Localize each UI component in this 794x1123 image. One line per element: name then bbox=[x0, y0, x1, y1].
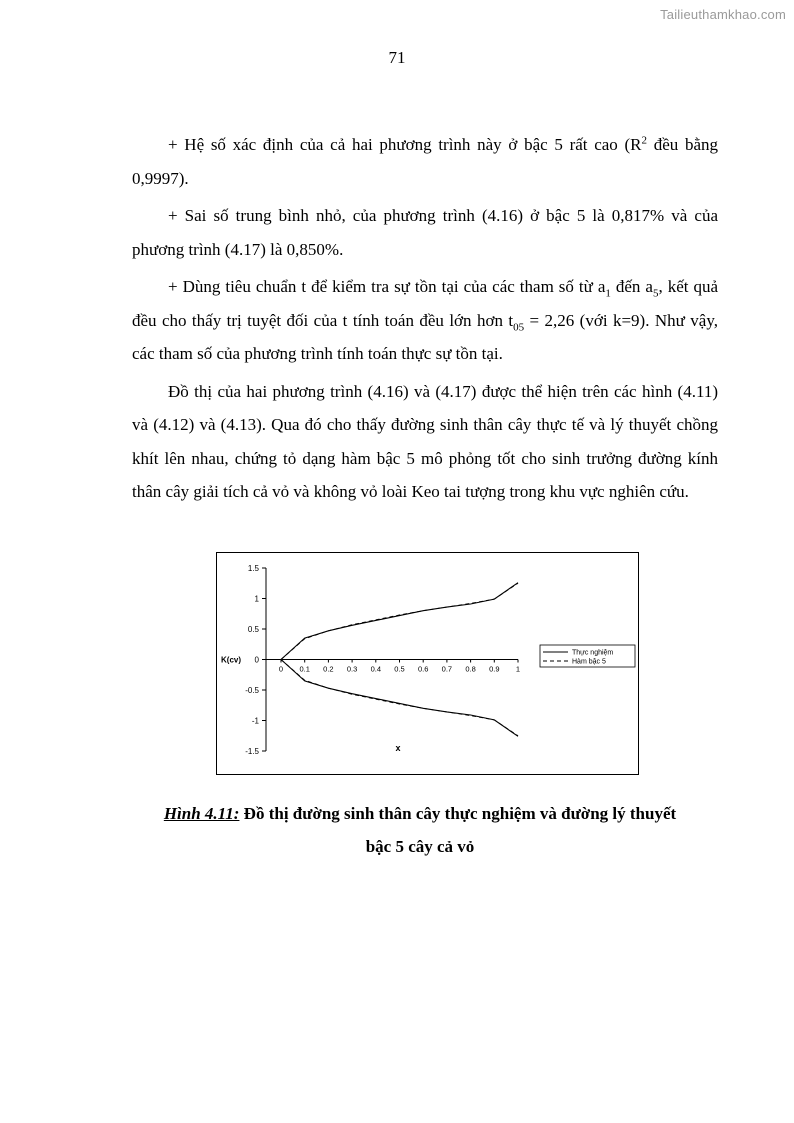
paragraph-1: + Hệ số xác định của cả hai phương trình này ở bậc 5 rất cao ($R^2$ đều bằng 0,9997). bbox=[132, 134, 718, 188]
series-line-thuc-nghiem-upper bbox=[281, 583, 518, 660]
x-tick-label: 0.2 bbox=[323, 664, 334, 674]
y-tick-label: 0.5 bbox=[247, 625, 259, 634]
body-text bbox=[132, 128, 718, 509]
x-tick-label: 0.4 bbox=[370, 664, 382, 674]
y-axis-label: K(cv) bbox=[221, 655, 242, 665]
x-tick-label: 0.1 bbox=[299, 664, 310, 674]
y-tick-label: -1 bbox=[251, 716, 259, 726]
y-tick-label: -1.5 bbox=[245, 747, 259, 756]
figure-caption bbox=[120, 797, 720, 863]
paragraph-3: + Dùng tiêu chuẩn t để kiểm tra sự tồn tại của các tham số từ $a_1$ đến $a_5$, kết quả đều cho thấy trị tuyệt đối của t tính toán đều lớn hơn $t_{05} = 2,26$ (với k=9). Như vậy, các tham số của phương trình tính toán thực sự tồn tại. bbox=[132, 277, 719, 363]
x-axis-label: x bbox=[395, 743, 401, 753]
x-tick-label: 0 bbox=[278, 664, 284, 674]
x-tick-label: 0.8 bbox=[465, 664, 476, 674]
paragraph-4: Đồ thị của hai phương trình (4.16) và (4.17) được thể hiện trên các hình (4.11) và (4.12) và (4.13). Qua đó cho thấy đường sinh thân cây thực tế và lý thuyết chồng khít lên nhau, chứng tỏ dạng hàm bậc 5 mô phỏng tốt cho sinh trưởng đường kính thân cây giải tích cả vỏ và không vỏ loài Keo tai tượng trong khu vực nghiên cứu. bbox=[132, 381, 718, 501]
caption-label: Hình 4.11: bbox=[163, 804, 240, 823]
watermark: Tailieuthamkhao.com bbox=[660, 7, 786, 22]
caption-text-1: Đồ thị đường sinh thân cây thực nghiệm và đường lý thuyết bbox=[239, 804, 677, 823]
x-tick-label: 1 bbox=[515, 664, 521, 674]
legend-label: Hàm bậc 5 bbox=[572, 658, 606, 666]
chart bbox=[217, 553, 640, 776]
x-tick-label: 0.5 bbox=[394, 664, 405, 674]
x-tick-label: 0.7 bbox=[441, 664, 453, 674]
y-tick-label: 1 bbox=[254, 594, 259, 604]
x-tick-label: 0.3 bbox=[346, 664, 358, 674]
page-number: 71 bbox=[388, 48, 406, 67]
paragraph-2: + Sai số trung bình nhỏ, của phương trình (4.16) ở bậc 5 là 0,817% và của phương trình (4.17) là 0,850%. bbox=[132, 206, 718, 259]
figure-frame bbox=[216, 552, 639, 775]
y-tick-label: 0 bbox=[254, 655, 259, 665]
series-line-ham-bac-5-upper bbox=[281, 583, 518, 659]
caption-text-2: bậc 5 cây cả vỏ bbox=[365, 837, 475, 856]
x-tick-label: 0.9 bbox=[489, 664, 500, 674]
x-tick-label: 0.6 bbox=[417, 664, 429, 674]
y-tick-label: -0.5 bbox=[245, 686, 259, 695]
legend-label: Thực nghiệm bbox=[572, 649, 614, 657]
y-tick-label: 1.5 bbox=[247, 564, 259, 573]
